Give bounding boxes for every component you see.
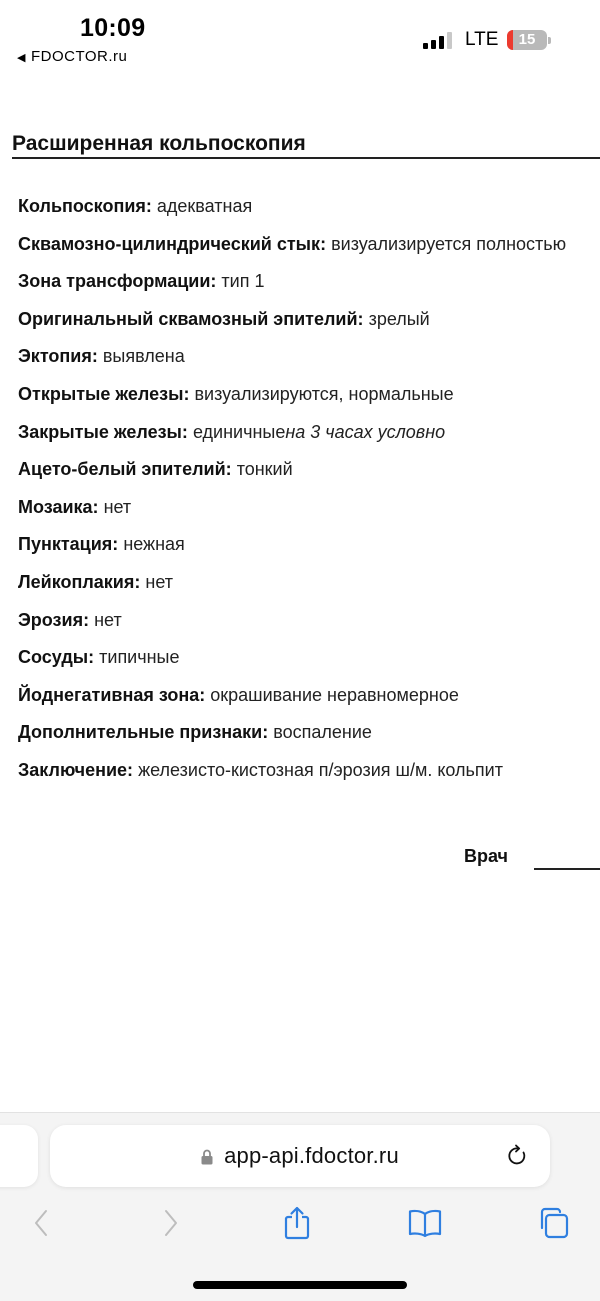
field-conclusion: Заключение: железисто-кистозная п/эрозия ш/м. кольпит (18, 759, 503, 780)
field-erosion: Эрозия: нет (18, 609, 122, 630)
browser-bottom-bar (0, 1112, 600, 1301)
cellular-signal-icon (423, 31, 452, 49)
status-bar (0, 0, 600, 80)
chevron-right-icon (161, 1208, 181, 1238)
doctor-label: Врач (464, 846, 509, 866)
home-indicator[interactable] (193, 1281, 407, 1289)
field-ectopy: Эктопия: выявлена (18, 346, 185, 367)
previous-tab-preview[interactable] (0, 1125, 38, 1187)
battery-icon (507, 30, 547, 50)
reload-icon[interactable] (506, 1144, 530, 1168)
tabs-icon (536, 1206, 570, 1240)
field-leukoplakia: Лейкоплакия: нет (18, 571, 173, 592)
tabs-button[interactable] (531, 1201, 575, 1245)
field-original-squamous-epithelium: Оригинальный сквамозный эпителий: зрелый (18, 308, 430, 329)
book-icon (407, 1208, 443, 1238)
back-app-label: FDOCTOR.ru (30, 48, 128, 65)
address-bar[interactable] (50, 1125, 550, 1187)
field-squamocolumnar-junction: Сквамозно-цилиндрический стык: визуализируется полностью (18, 233, 567, 254)
battery-tip (548, 37, 551, 44)
field-colposcopy: Кольпоскопия: адекватная (18, 196, 253, 216)
share-button[interactable] (275, 1201, 319, 1245)
network-type: LTE (465, 29, 499, 50)
bookmarks-button[interactable] (403, 1201, 447, 1245)
field-iodine-negative-zone: Йоднегативная зона: окрашивание неравномерное (18, 684, 459, 705)
browser-toolbar (0, 1201, 600, 1245)
back-to-app-link[interactable] (17, 48, 127, 65)
forward-button[interactable] (149, 1201, 193, 1245)
field-vessels: Сосуды: типичные (18, 647, 180, 668)
battery-percent: 15 (518, 31, 536, 48)
field-punctation: Пунктация: нежная (18, 534, 185, 555)
back-button[interactable] (19, 1201, 63, 1245)
field-list (18, 194, 600, 796)
field-additional-signs: Дополнительные признаки: воспаление (18, 722, 372, 743)
field-acetowhite-epithelium: Ацето-белый эпителий: тонкий (18, 459, 293, 480)
share-icon (282, 1205, 312, 1241)
document-title: Расширенная кольпоскопия (12, 131, 600, 159)
back-triangle-icon: ◀ (17, 52, 26, 64)
signature-line (534, 868, 600, 870)
url-text: app-api.fdoctor.ru (224, 1143, 399, 1168)
clock: 10:09 (80, 14, 146, 42)
field-transformation-zone: Зона трансформации: тип 1 (18, 271, 265, 292)
field-mosaic: Мозаика: нет (18, 496, 132, 517)
chevron-left-icon (31, 1208, 51, 1238)
field-open-glands: Открытые железы: визуализируются, нормальные (18, 383, 454, 404)
lock-icon (201, 1149, 213, 1165)
field-closed-glands: Закрытые железы: единичныена 3 часах условно (18, 421, 446, 442)
